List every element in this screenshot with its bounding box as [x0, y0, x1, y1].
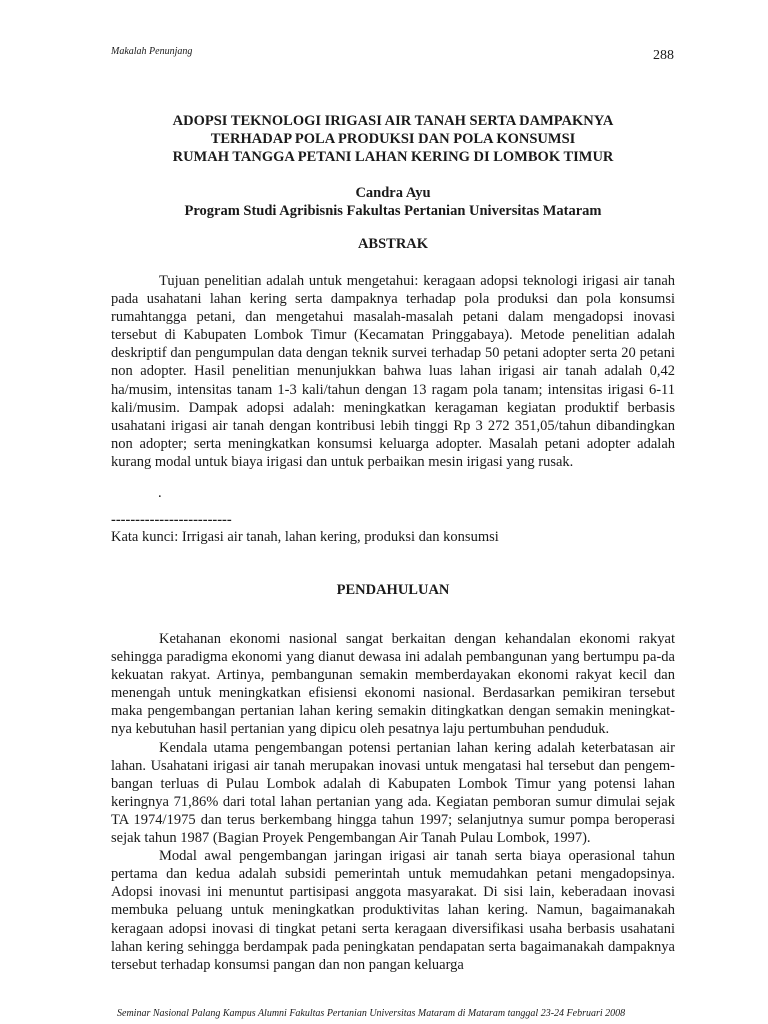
- intro-paragraph-2: Kendala utama pengembangan potensi pertanian lahan kering adalah keterbatasan air lahan. Usahatani irigasi air tanah merupakan inovasi untuk mengatasi hal tersebut dan pengem-bangan terluas di Pulau Lombok adalah di Kabupaten Lombok Timur yang potensi lahan keringnya 71,86% dari total lahan pertanian yang ada. Kegiatan pemboran sumur dimulai sejak TA 1974/1975 dan terus berkembang hingga tahun 1997; selanjutnya sumur pompa beroperasi sejak tahun 1987 (Bagian Proyek Pengembangan Air Tanah Pulau Lombok, 1997).: [111, 739, 675, 847]
- page-footer: Seminar Nasional Palang Kampus Alumni Fakultas Pertanian Universitas Mataram di Mataram tanggal 23-24 Februari 2008: [117, 1008, 626, 1019]
- introduction-heading: PENDAHULUAN: [336, 582, 450, 598]
- title-line-2: TERHADAP POLA PRODUKSI DAN POLA KONSUMSI: [210, 131, 576, 147]
- introduction-body: [111, 630, 675, 974]
- keywords-rule: -------------------------: [111, 512, 232, 528]
- title-line-1: ADOPSI TEKNOLOGI IRIGASI AIR TANAH SERTA DAMPAKNYA: [172, 113, 614, 129]
- abstract-heading: ABSTRAK: [357, 236, 429, 252]
- author-affiliation: Program Studi Agribisnis Fakultas Pertanian Universitas Mataram: [184, 203, 602, 219]
- title-line-3: RUMAH TANGGA PETANI LAHAN KERING DI LOMBOK TIMUR: [172, 149, 614, 165]
- intro-paragraph-1: Ketahanan ekonomi nasional sangat berkaitan dengan kehandalan ekonomi rakyat sehingga paradigma ekonomi yang dianut dewasa ini adalah pembangunan yang bertumpu pa-da kekuatan rakyat. Artinya, pembangunan semakin memberdayakan ekonomi rakyat kecil dan menengah untuk meningkatkan efisiensi ekonomi nasional. Berdasarkan pemikiran tersebut maka pengembangan pertanian lahan kering semakin ditingkatkan dengan semakin meningkat-nya kebutuhan hasil pertanian yang dipicu oleh pesatnya laju pertumbuhan penduduk.: [111, 631, 675, 738]
- abstract-dot: .: [158, 485, 162, 501]
- page-number: 288: [653, 48, 674, 63]
- intro-paragraph-3: Modal awal pengembangan jaringan irigasi air tanah serta biaya operasional tahun pertama dan kedua adalah subsidi pemerintah untuk memudahkan petani mengadopsinya. Adopsi inovasi ini menuntut partisipasi anggota masyarakat. Di sisi lain, keberadaan inovasi membuka peluang untuk meningkatkan produktivitas lahan kering. Namun, bagaimanakah keragaan adopsi inovasi di tingkat petani serta keragaan diversifikasi usaha berbasis usahatani lahan kering sehingga berdampak pada peningkatan pendapatan serta bagaimanakah dampaknya tersebut terhadap konsumsi pangan dan non pangan keluarga: [111, 848, 675, 973]
- author-block: [111, 184, 675, 220]
- keywords: Kata kunci: Irrigasi air tanah, lahan kering, produksi dan konsumsi: [111, 529, 499, 545]
- abstract-paragraph: Tujuan penelitian adalah untuk mengetahui: keragaan adopsi teknologi irigasi air tanah pada usahatani lahan kering serta dampaknya terhadap pola produksi dan pola konsumsi rumahtangga petani, dan mengetahui masalah-masalah petani dalam mengadopsi inovasi tersebut di Kabupaten Lombok Timur (Kecamatan Pringgabaya). Metode penelitian adalah deskriptif dan pengumpulan data dengan teknik survei terhadap 50 petani adopter serta 20 petani non adopter. Hasil penelitian menunjukkan bahwa luas lahan irigasi air tanah adalah 0,42 ha/musim, intensitas tanam 1-3 kali/tahun dengan 13 ragam pola tanam; intensitas irigasi 6-11 kali/musim. Dampak adopsi adalah: meningkatkan keragaman kegiatan produktif berbasis usahatani irigasi air tanah dengan kontribusi lebih tinggi Rp 3 272 351,05/tahun dibandingkan non adopter; serta meningkatkan konsumsi keluarga adopter. Masalah petani adopter adalah kurang modal untuk biaya irigasi dan untuk perbaikan mesin irigasi yang rusak.: [111, 273, 675, 470]
- running-head: Makalah Penunjang: [111, 46, 193, 57]
- paper-title: [111, 112, 675, 166]
- abstract-body: [111, 272, 675, 471]
- author-name: Candra Ayu: [355, 185, 431, 201]
